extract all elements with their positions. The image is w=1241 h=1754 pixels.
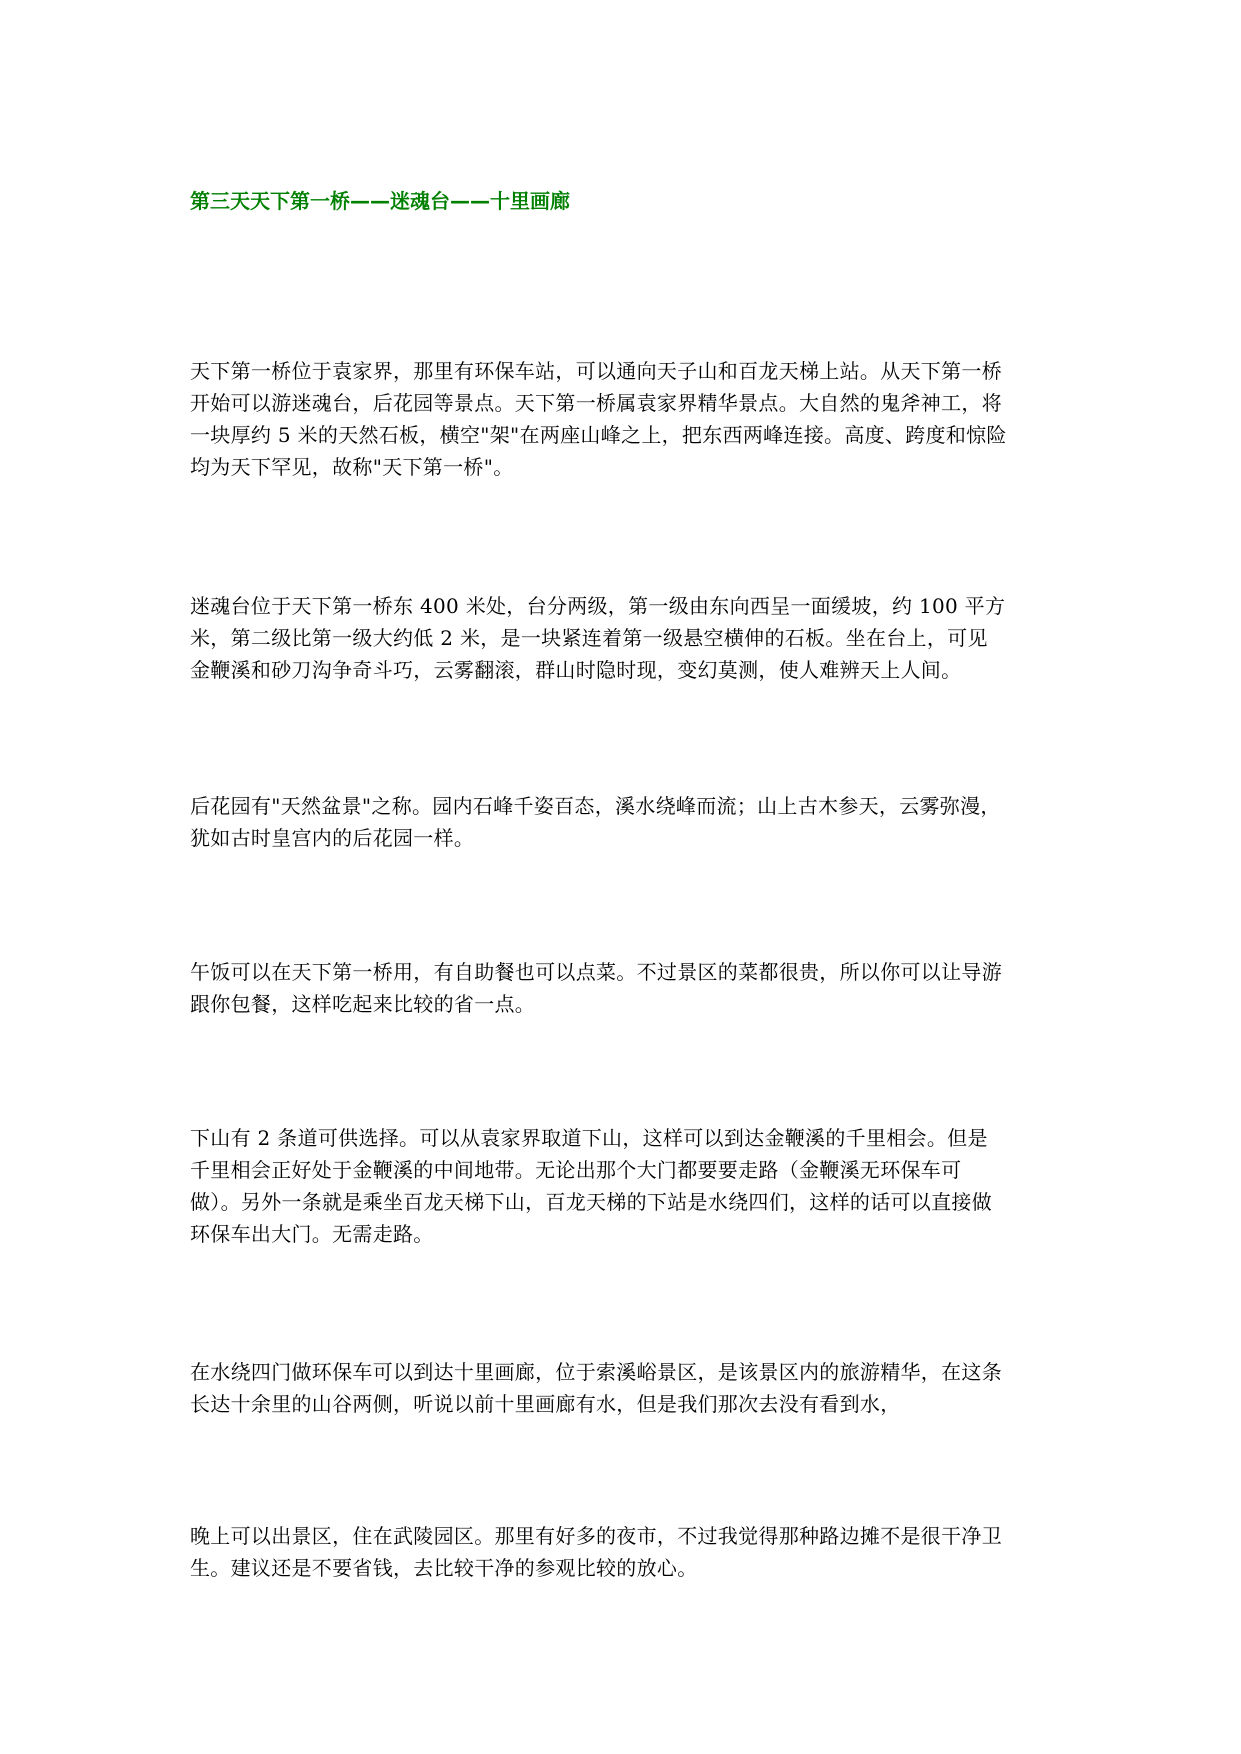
paragraph-line: 做）。另外一条就是乘坐百龙天梯下山，百龙天梯的下站是水绕四们，这样的话可以直接做 <box>190 1190 992 1214</box>
paragraph-line: 犹如古时皇宫内的后花园一样。 <box>190 826 475 850</box>
paragraph-line: 一块厚约 5 米的天然石板，横空"架"在两座山峰之上，把东西两峰连接。高度、跨度和惊险 <box>190 423 1007 447</box>
paragraph-mihuntai <box>190 590 1060 686</box>
paragraph-line: 在水绕四门做环保车可以到达十里画廊，位于索溪峪景区，是该景区内的旅游精华，在这条 <box>190 1360 1002 1384</box>
paragraph-line: 迷魂台位于天下第一桥东 400 米处，台分两级，第一级由东向西呈一面缓坡，约 100 平方 <box>190 594 1006 618</box>
paragraph-line: 均为天下罕见，故称"天下第一桥"。 <box>190 455 514 479</box>
paragraph-lunch <box>190 956 1060 1020</box>
paragraph-evening <box>190 1520 1060 1584</box>
paragraph-tianxia-diyiqiao <box>190 355 1060 483</box>
paragraph-houhuayuan <box>190 790 1060 854</box>
paragraph-line: 下山有 2 条道可供选择。可以从袁家界取道下山，这样可以到达金鞭溪的千里相会。但是 <box>190 1126 988 1150</box>
paragraph-shili-hualang <box>190 1356 1060 1420</box>
paragraph-line: 跟你包餐，这样吃起来比较的省一点。 <box>190 992 536 1016</box>
paragraph-line: 晚上可以出景区，住在武陵园区。那里有好多的夜市，不过我觉得那种路边摊不是很干净卫 <box>190 1524 1002 1548</box>
paragraph-line: 天下第一桥位于袁家界，那里有环保车站，可以通向天子山和百龙天梯上站。从天下第一桥 <box>190 359 1002 383</box>
document-title: 第三天天下第一桥——迷魂台——十里画廊 <box>190 189 570 213</box>
paragraph-line: 千里相会正好处于金鞭溪的中间地带。无论出那个大门都要要走路（金鞭溪无环保车可 <box>190 1158 962 1182</box>
paragraph-line: 生。建议还是不要省钱，去比较干净的参观比较的放心。 <box>190 1556 698 1580</box>
paragraph-line: 米，第二级比第一级大约低 2 米，是一块紧连着第一级悬空横伸的石板。坐在台上，可见 <box>190 626 988 650</box>
paragraph-line: 金鞭溪和砂刀沟争奇斗巧，云雾翻滚，群山时隐时现，变幻莫测，使人难辨天上人间。 <box>190 658 962 682</box>
paragraph-line: 长达十余里的山谷两侧，听说以前十里画廊有水，但是我们那次去没有看到水， <box>190 1392 901 1416</box>
paragraph-descent-routes <box>190 1122 1060 1250</box>
paragraph-line: 后花园有"天然盆景"之称。园内石峰千姿百态，溪水绕峰而流；山上古木参天，云雾弥漫， <box>190 794 1001 818</box>
paragraph-line: 午饭可以在天下第一桥用，有自助餐也可以点菜。不过景区的菜都很贵，所以你可以让导游 <box>190 960 1002 984</box>
paragraph-line: 开始可以游迷魂台，后花园等景点。天下第一桥属袁家界精华景点。大自然的鬼斧神工，将 <box>190 391 1002 415</box>
paragraph-line: 环保车出大门。无需走路。 <box>190 1222 434 1246</box>
